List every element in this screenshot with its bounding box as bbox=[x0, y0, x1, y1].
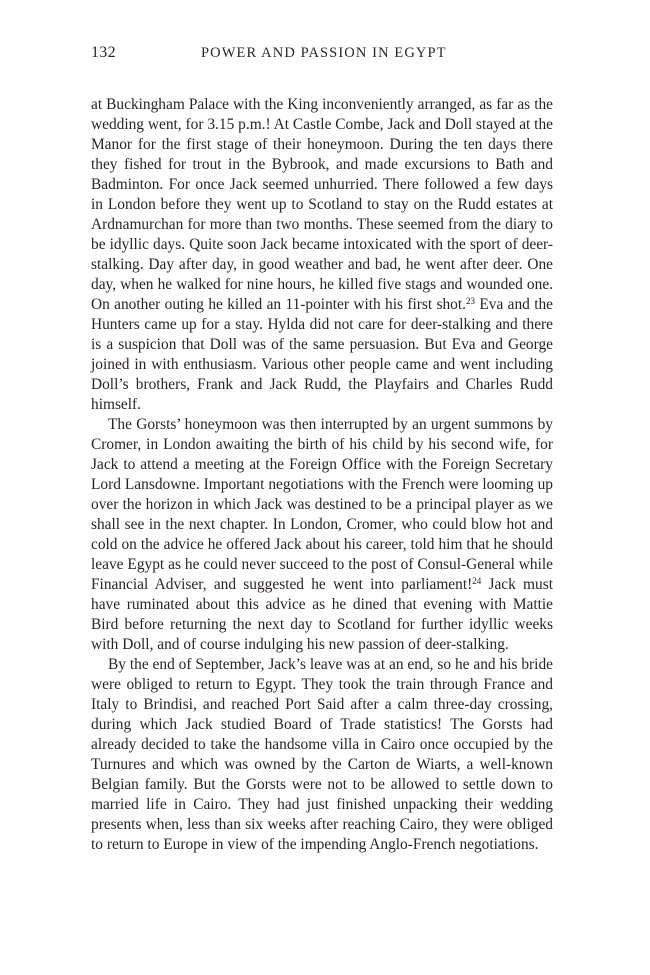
running-title: POWER AND PASSION IN EGYPT bbox=[201, 45, 447, 61]
body-text bbox=[91, 95, 553, 855]
paragraph-3 bbox=[91, 655, 553, 855]
page-number: 132 bbox=[91, 44, 116, 61]
paragraph-1 bbox=[91, 95, 553, 415]
paragraph-2 bbox=[91, 415, 553, 655]
footnote-ref-23: 23 bbox=[466, 296, 476, 306]
paragraph-text: Jack must have ruminated about this advice as he dined that evening with Mattie Bird before returning the next day to Scotland for further idyllic weeks with Doll, and of course indulging his new passion of deer-stalking. bbox=[91, 576, 553, 653]
paragraph-text: By the end of September, Jack’s leave was at an end, so he and his bride were obliged to return to Egypt. They took the train through France and Italy to Brindisi, and reached Port Said after a calm three-day crossing, during which Jack studied Board of Trade statistics! The Gorsts had already decided to take the handsome villa in Cairo once occupied by the Turnures and which was owned by the Carton de Wiarts, a well-known Belgian family. But the Gorsts were not to be allowed to settle down to married life in Cairo. They had just finished unpacking their wedding presents when, less than six weeks after reaching Cairo, they were obliged to return to Europe in view of the impending Anglo-French negotiations. bbox=[91, 656, 553, 853]
paragraph-text: at Buckingham Palace with the King inconveniently arranged, as far as the wedding went, for 3.15 p.m.! At Castle Combe, Jack and Doll stayed at the Manor for the first stage of their honeymoon. During the ten days there they fished for trout in the Bybrook, and made excursions to Bath and Badminton. For once Jack seemed unhurried. There followed a few days in London before they went up to Scotland to stay on the Rudd estates at Ardnamurchan for more than two months. These seemed from the diary to be idyllic days. Quite soon Jack became intoxicated with the sport of deer-stalking. Day after day, in good weather and bad, he went after deer. One day, when he walked for nine hours, he killed five stags and wounded one. On another outing he killed an 11-pointer with his first shot. bbox=[91, 96, 553, 313]
running-head bbox=[91, 44, 553, 68]
paragraph-text: Eva and the Hunters came up for a stay. Hylda did not care for deer-stalking and there is a suspicion that Doll was of the same persuasion. But Eva and George joined in with enthusiasm. Various other people came and went including Doll’s brothers, Frank and Jack Rudd, the Playfairs and Charles Rudd himself. bbox=[91, 296, 554, 413]
footnote-ref-24: 24 bbox=[472, 576, 482, 586]
paragraph-text: The Gorsts’ honeymoon was then interrupted by an urgent summons by Cromer, in London awaiting the birth of his child by his second wife, for Jack to attend a meeting at the Foreign Office with the Foreign Secretary Lord Lansdowne. Important negotiations with the French were looming up over the horizon in which Jack was destined to be a principal player as we shall see in the next chapter. In London, Cromer, who could blow hot and cold on the advice he offered Jack about his career, told him that he should leave Egypt as he could never succeed to the post of Consul-General while Financial Adviser, and suggested he went into parliament! bbox=[91, 416, 553, 593]
